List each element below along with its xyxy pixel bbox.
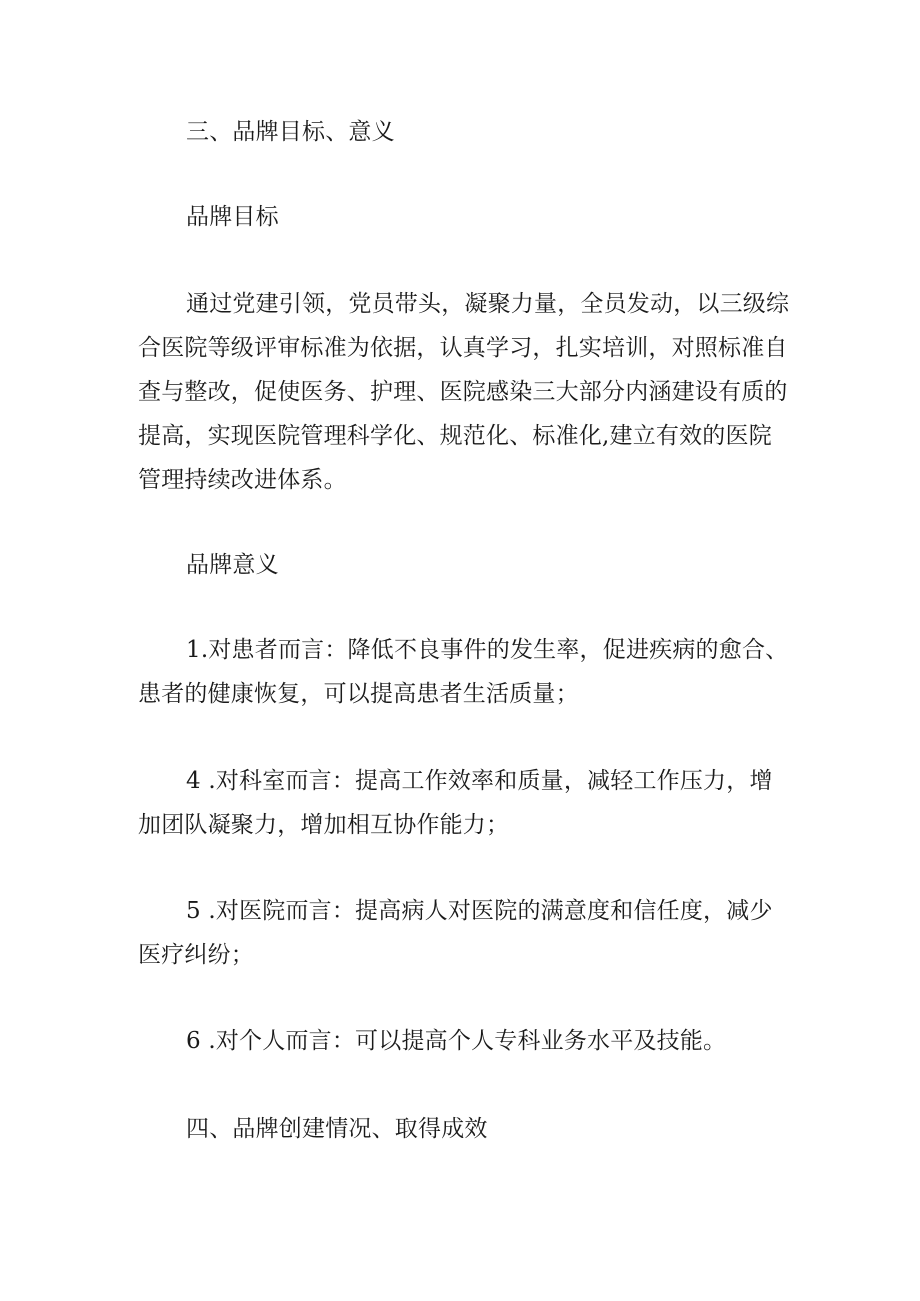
goal-paragraph-line: 管理持续改进体系。 bbox=[138, 467, 347, 493]
meaning-heading: 品牌意义 bbox=[186, 552, 279, 578]
goal-heading: 品牌目标 bbox=[186, 204, 279, 230]
section-four-heading: 四、品牌创建情况、取得成效 bbox=[186, 1116, 488, 1142]
meaning-item-line: 4 .对科室而言：提高工作效率和质量，减轻工作压力，增 bbox=[186, 768, 773, 794]
meaning-item-line: 医疗纠纷； bbox=[138, 942, 254, 968]
meaning-item-line: 5 .对医院而言：提高病人对医院的满意度和信任度，减少 bbox=[186, 898, 773, 924]
meaning-item-line: 患者的健康恢复，可以提高患者生活质量； bbox=[138, 681, 579, 707]
section-three-heading: 三、品牌目标、意义 bbox=[186, 119, 395, 145]
goal-paragraph-line: 通过党建引领，党员带头，凝聚力量，全员发动，以三级综 bbox=[186, 291, 790, 317]
meaning-item-line: 加团队凝聚力，增加相互协作能力； bbox=[138, 812, 510, 838]
meaning-item-line: 6 .对个人而言：可以提高个人专科业务水平及技能。 bbox=[186, 1028, 727, 1054]
goal-paragraph-line: 合医院等级评审标准为依据，认真学习，扎实培训，对照标准自 bbox=[138, 335, 788, 361]
goal-paragraph-line: 提高，实现医院管理科学化、规范化、标准化,建立有效的医院 bbox=[138, 423, 772, 449]
meaning-item-line: 1.对患者而言：降低不良事件的发生率，促进疾病的愈合、 bbox=[186, 637, 789, 663]
goal-paragraph-line: 查与整改，促使医务、护理、医院感染三大部分内涵建设有质的 bbox=[138, 379, 788, 405]
